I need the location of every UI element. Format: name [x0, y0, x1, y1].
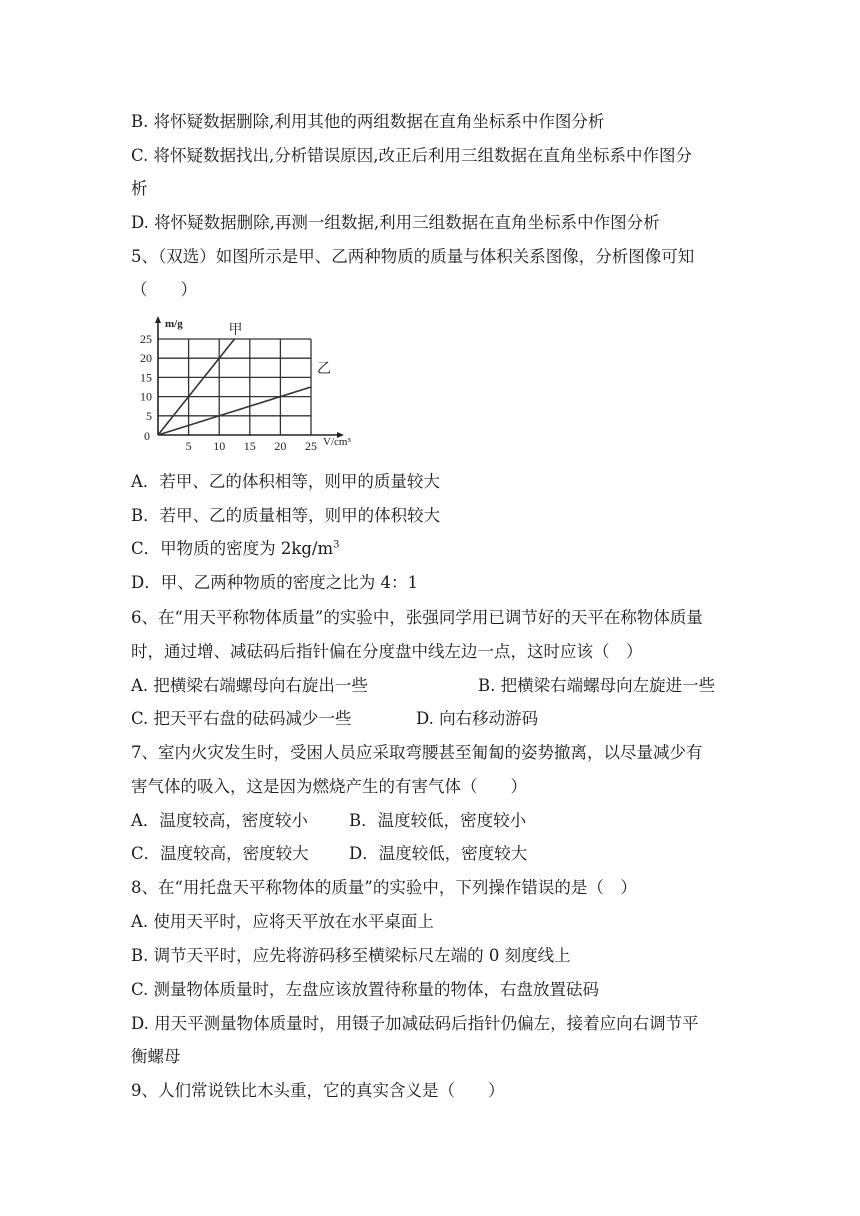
y-axis-label: m/g — [165, 318, 183, 330]
mass-volume-chart — [128, 312, 368, 457]
q7-option-c: C．温度较高，密度较大 — [131, 844, 309, 863]
q7-options-row2 — [131, 843, 731, 865]
q8-option-b: B. 调节天平时，应先将游码移至横梁标尺左端的 0 刻度线上 — [131, 946, 571, 965]
y-axis-arrow — [155, 316, 161, 323]
chart-grid — [158, 339, 311, 435]
q6-option-c: C. 把天平右盘的砝码减少一些 — [131, 709, 352, 728]
q5-option-a: A．若甲、乙的体积相等，则甲的质量较大 — [131, 472, 440, 491]
q5-stem-line2: （ ） — [131, 280, 197, 299]
q4-option-d: D. 将怀疑数据删除,再测一组数据,利用三组数据在直角坐标系中作图分析 — [131, 213, 660, 232]
q5-stem-line1: 5、（双选）如图所示是甲、乙两种物质的质量与体积关系图像，分析图像可知 — [131, 247, 695, 266]
q7-options-row1 — [131, 810, 731, 832]
q4-option-b: B. 将怀疑数据删除,利用其他的两组数据在直角坐标系中作图分析 — [131, 112, 605, 131]
q6-stem-line2: 时，通过增、减砝码后指针偏在分度盘中线左边一点，这时应该（ ） — [131, 642, 643, 661]
chart-ticks — [140, 318, 351, 453]
q5-option-d: D．甲、乙两种物质的密度之比为 4：1 — [131, 573, 418, 592]
q7-option-a: A．温度较高，密度较小 — [131, 811, 308, 830]
q5-option-c: C．甲物质的密度为 $2kg/m^3$ — [131, 539, 340, 558]
x-axis-label: V/cm³ — [323, 436, 351, 448]
x-tick-label: 20 — [274, 439, 287, 453]
q9-stem: 9、人们常说铁比木头重，它的真实含义是（ ） — [131, 1081, 505, 1100]
series-line-1 — [158, 339, 235, 435]
q7-stem-line1: 7、室内火灾发生时，受困人员应采取弯腰甚至匍匐的姿势撤离，以尽量减少有 — [131, 743, 703, 762]
q7-option-d: D．温度较低，密度较大 — [349, 844, 528, 863]
y-tick-label: 10 — [140, 389, 152, 404]
q4-option-c-line1: C. 将怀疑数据找出,分析错误原因,改正后利用三组数据在直角坐标系中作图分 — [131, 146, 693, 165]
y-tick-label: 15 — [140, 370, 152, 385]
q8-stem: 8、在“用托盘天平称物体的质量”的实验中，下列操作错误的是（ ） — [131, 878, 637, 897]
series-line-2 — [158, 387, 311, 435]
y-tick-label: 20 — [140, 351, 152, 366]
q8-option-c: C. 测量物体质量时，左盘应该放置待称量的物体，右盘放置砝码 — [131, 980, 600, 999]
q6-options-row2 — [131, 708, 731, 730]
x-tick-label: 25 — [305, 439, 317, 453]
series-label-2: 乙 — [317, 362, 331, 377]
q6-option-d: D. 向右移动游码 — [416, 709, 539, 728]
q4-option-c-line2: 析 — [131, 179, 148, 198]
y-tick-label: 25 — [140, 332, 152, 346]
q6-options-row1 — [131, 675, 731, 697]
q6-option-a: A. 把横梁右端螺母向右旋出一些 — [131, 676, 368, 695]
x-tick-label: 5 — [185, 439, 192, 453]
x-tick-label: 10 — [213, 439, 226, 453]
q7-stem-line2: 害气体的吸入，这是因为燃烧产生的有害气体（ ） — [131, 777, 527, 796]
q8-option-a: A. 使用天平时，应将天平放在水平桌面上 — [131, 912, 434, 931]
q6-option-b: B. 把横梁右端螺母向左旋进一些 — [478, 676, 716, 695]
q5-option-b: B．若甲、乙的质量相等，则甲的体积较大 — [131, 506, 441, 525]
q6-stem-line1: 6、在“用天平称物体质量”的实验中，张强同学用已调节好的天平在称物体质量 — [131, 608, 703, 627]
x-tick-label: 15 — [243, 439, 256, 453]
origin-label: 0 — [144, 429, 150, 443]
series-label-1: 甲 — [228, 323, 243, 338]
q7-option-b: B．温度较低，密度较小 — [349, 811, 527, 830]
q8-option-d-line2: 衡螺母 — [131, 1047, 181, 1066]
y-tick-label: 5 — [146, 408, 152, 423]
q8-option-d-line1: D. 用天平测量物体质量时，用镊子加减砝码后指针仍偏左，接着应向右调节平 — [131, 1014, 699, 1033]
